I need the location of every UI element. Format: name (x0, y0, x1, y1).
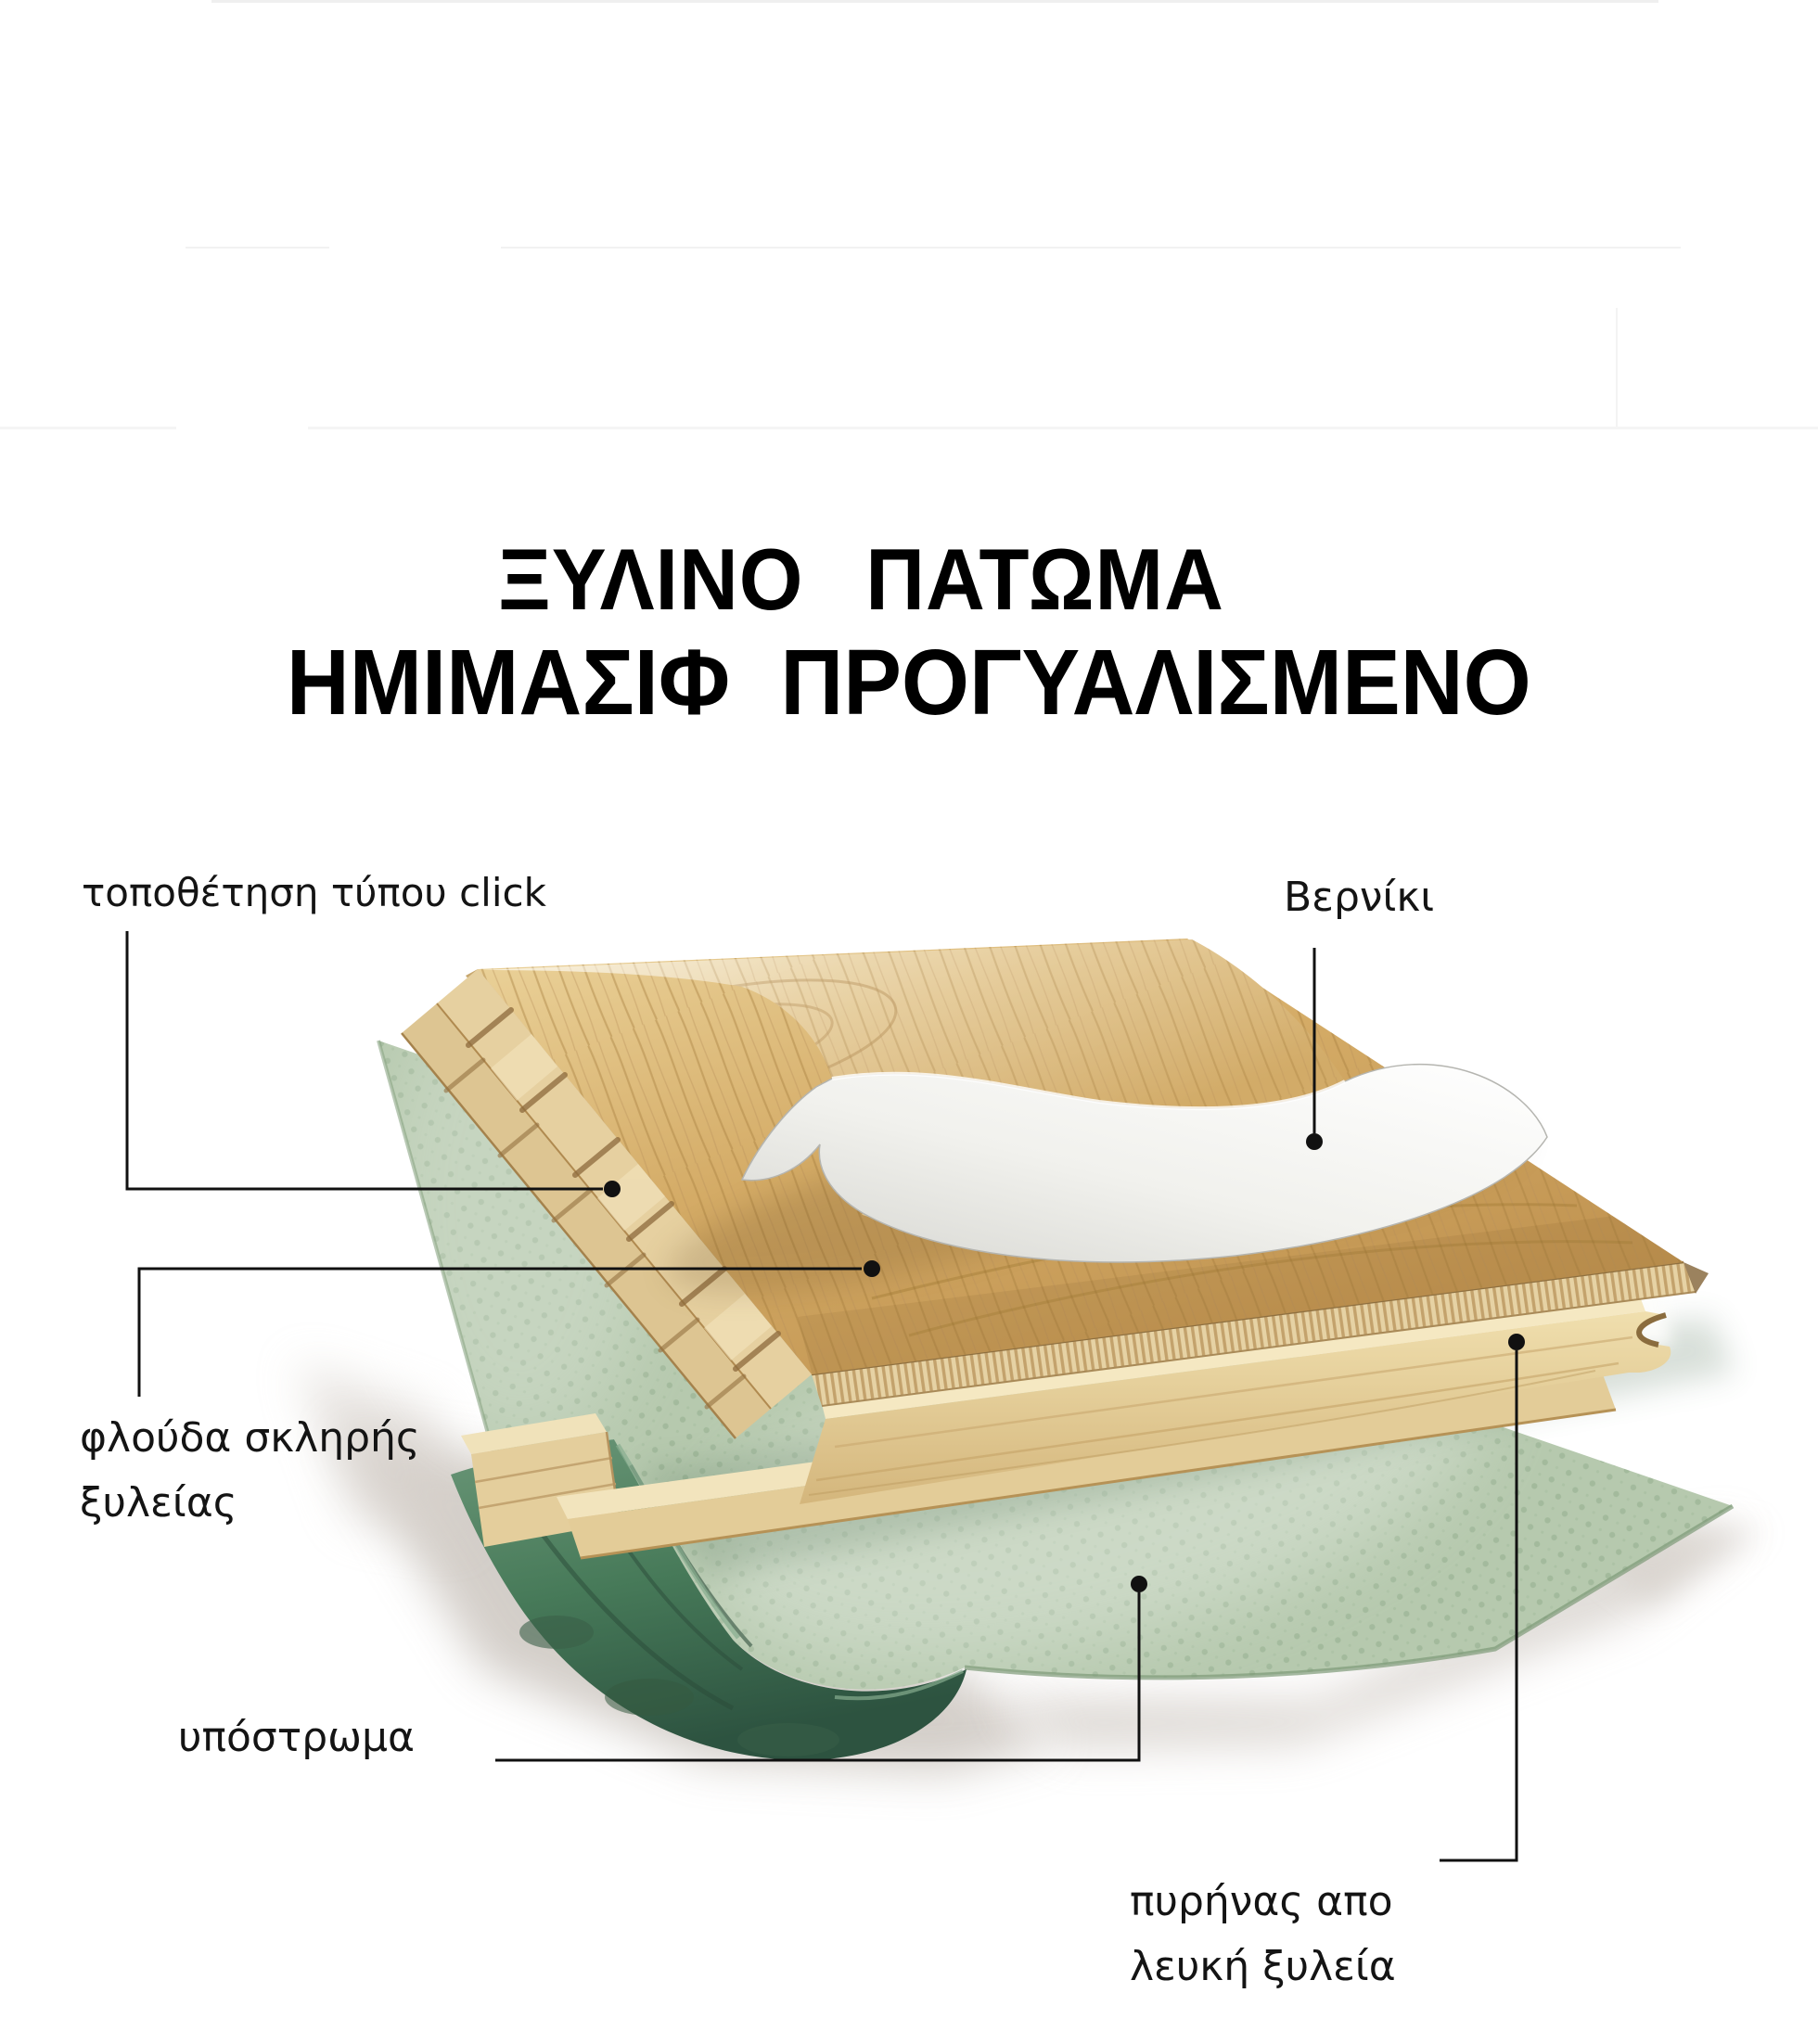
label-white-wood-core-line1: πυρήνας απο (1130, 1878, 1393, 1925)
leader-dot-varnish (1306, 1133, 1323, 1150)
title-line-1: ΞΥΛΙΝΟ ΠΑΤΩΜΑ (497, 530, 1224, 628)
leader-dot-core (1508, 1334, 1525, 1350)
label-underlay: υπόστρωμα (178, 1714, 416, 1761)
leader-dot-veneer (864, 1260, 880, 1277)
leader-dot-underlay (1131, 1576, 1147, 1592)
label-hardwood-veneer-line1: φλούδα σκληρής (80, 1414, 420, 1462)
label-white-wood-core (1130, 1870, 1396, 1999)
label-click-installation: τοποθέτηση τύπου click (82, 870, 546, 915)
label-hardwood-veneer-line2: ξυλείας (80, 1479, 237, 1527)
title-line-2: ΗΜΙΜΑΣΙΦ ΠΡΟΓΥΑΛΙΣΜΕΝΟ (287, 631, 1531, 735)
leader-dot-click (604, 1181, 621, 1197)
label-white-wood-core-line2: λευκή ξυλεία (1130, 1943, 1396, 1990)
label-hardwood-veneer (80, 1406, 420, 1536)
label-varnish: Βερνίκι (1284, 874, 1435, 921)
